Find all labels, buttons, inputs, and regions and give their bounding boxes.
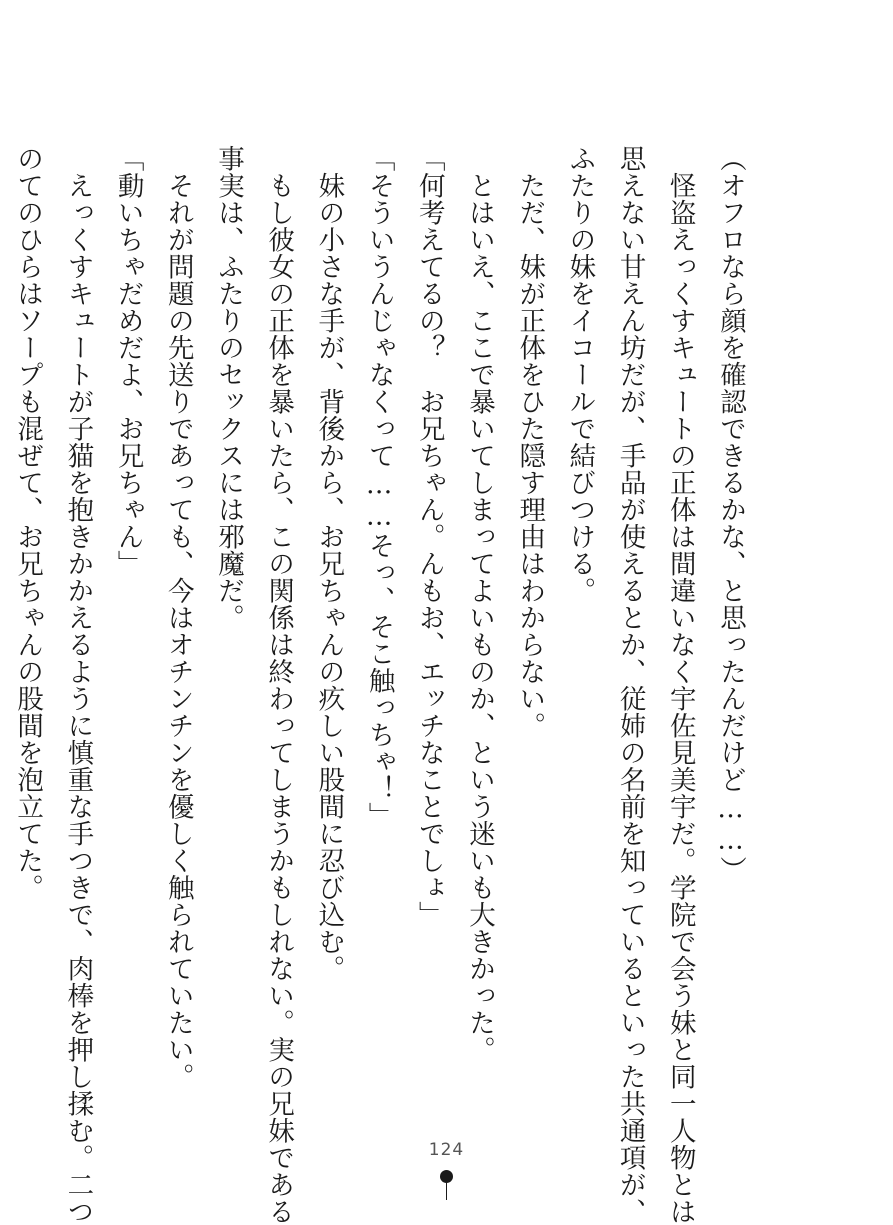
text-line: 「何考えてるの？ お兄ちゃん。んもお、エッチなことでしょ」 — [413, 145, 445, 928]
text-line: 事実は、ふたりのセックスには邪魔だ。 — [212, 145, 244, 631]
text-line: 怪盗えっくすキュートの正体は間違いなく宇佐見美宇だ。学院で会う妹と同一人物とは — [664, 145, 696, 1225]
text-line: 妹の小さな手が、背後から、お兄ちゃんの疚しい股間に忍び込む。 — [313, 145, 345, 982]
text-line: 「そういうんじゃなくって……そっ、そこ触っちゃ！」 — [363, 145, 395, 829]
page-marker-line — [446, 1181, 447, 1200]
text-line: もし彼女の正体を暴いたら、この関係は終わってしまうかもしれない。実の兄妹である — [263, 145, 295, 1225]
text-line — [0, 145, 2, 1090]
text-line: ふたりの妹をイコールで結びつける。 — [564, 145, 596, 604]
text-line: ただ、妹が正体をひた隠す理由はわからない。 — [514, 145, 546, 739]
text-line: （オフロなら顔を確認できるかな、と思ったんだけど……） — [715, 145, 746, 883]
text-line: 「動いちゃだめだよ、お兄ちゃん」 — [112, 145, 144, 577]
text-line: それが問題の先送りであっても、今はオチンチンを優しく触られていたい。 — [162, 145, 194, 1090]
text-line: 思えない甘えん坊だが、手品が使えるとか、従姉の名前を知っているといった共通項が、 — [614, 145, 646, 1225]
text-line: とはいえ、ここで暴いてしまってよいものか、という迷いも大きかった。 — [463, 145, 495, 1063]
text-line: えっくすキュートが子猫を抱きかかえるように慎重な手つきで、肉棒を押し揉む。二つ — [62, 145, 94, 1225]
page-number: 124 — [428, 1140, 465, 1160]
text-line: のてのひらはソープも混ぜて、お兄ちゃんの股間を泡立てた。 — [12, 145, 44, 901]
